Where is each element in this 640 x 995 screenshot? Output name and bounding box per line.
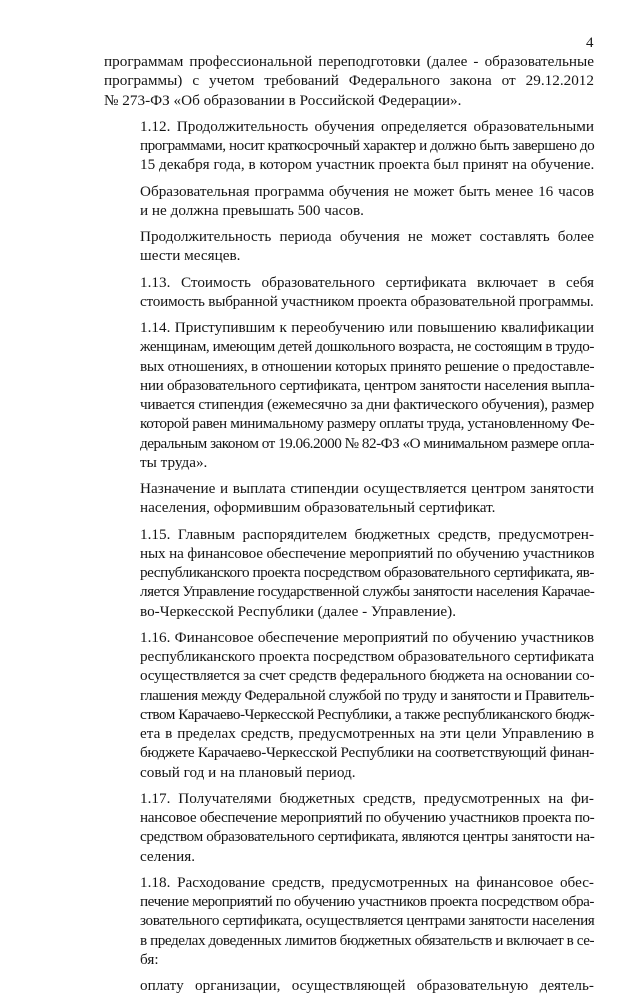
text-line: нии образовательного сертификата, центром занятости населения выпла- bbox=[140, 376, 595, 394]
paragraph-p9 bbox=[104, 628, 594, 782]
text-line: республиканского проекта посредством образовательного сертификата, яв- bbox=[140, 564, 594, 581]
paragraph-p11 bbox=[104, 873, 594, 969]
text-line: женщинам, имеющим детей дошкольного возраста, не состоящим в трудо- bbox=[140, 338, 594, 356]
text-line: 1.15. Главным распорядителем бюджетных средств, предусмотрен- bbox=[140, 525, 594, 543]
text-line: 1.18. Расходование средств, предусмотренных на финансовое обес- bbox=[140, 873, 594, 891]
text-line: Продолжительность периода обучения не может составлять более bbox=[140, 228, 594, 245]
document-body bbox=[104, 52, 594, 995]
text-line: печение мероприятий по обучению участников проекта посредством обра- bbox=[140, 893, 594, 910]
paragraph-p4 bbox=[104, 227, 594, 266]
text-line: и не должна превышать 500 часов. bbox=[140, 201, 364, 219]
paragraph-p6 bbox=[104, 318, 594, 472]
text-line: чивается стипендия (ежемесячно за дни фактического обучения), размер bbox=[140, 396, 594, 413]
paragraph-p12 bbox=[104, 976, 594, 995]
paragraph-p2 bbox=[104, 117, 594, 175]
text-line: вых отношениях, в отношении которых принято решение о предоставле- bbox=[140, 357, 595, 375]
text-line: ляется Управление государственной службы занятости населения Карачае- bbox=[140, 583, 595, 601]
text-line: ты труда». bbox=[140, 453, 208, 471]
page-number: 4 bbox=[586, 35, 594, 51]
text-line: совый год и на плановый период. bbox=[140, 763, 356, 781]
text-line: осуществляется за счет средств федерального бюджета на основании со- bbox=[140, 667, 595, 685]
text-line: зовательного сертификата, осуществляется центрами занятости населения bbox=[140, 912, 595, 930]
text-line: программами, носит краткосрочный характер и должно быть завершено до bbox=[140, 137, 595, 154]
text-line: 15 декабря года, в котором участник проекта был принят на обучение. bbox=[140, 156, 595, 174]
text-line: средством образовательного сертификата, являются центры занятости на- bbox=[140, 828, 595, 846]
text-line: селения. bbox=[140, 847, 196, 865]
text-line: стоимость выбранной участником проекта образовательной программы. bbox=[140, 292, 594, 310]
paragraph-p10 bbox=[104, 789, 594, 866]
text-line: № 273-ФЗ «Об образовании в Российской Федерации». bbox=[104, 91, 462, 109]
text-line: которой равен минимальному размеру оплаты труда, установленному Фе- bbox=[140, 415, 595, 433]
text-line: во-Черкесской Республики (далее - Управление). bbox=[140, 602, 457, 620]
text-line: деральным законом от 19.06.2000 № 82-ФЗ «О минимальном размере опла- bbox=[140, 434, 594, 452]
text-line: нансовое обеспечение мероприятий по обучению участников проекта по- bbox=[140, 809, 595, 826]
text-line: программы) с учетом требований Федерального закона от 29.12.2012 bbox=[104, 72, 594, 90]
text-line: ством Карачаево-Черкесской Республики, а также республиканского бюдж- bbox=[140, 705, 595, 723]
text-line: ных на финансовое обеспечение мероприятий по обучению участников bbox=[140, 544, 595, 562]
text-line: бюджете Карачаево-Черкесской Республики на соответствующий финан- bbox=[140, 744, 594, 762]
text-line: 1.16. Финансовое обеспечение мероприятий по обучению участников bbox=[140, 628, 594, 646]
text-line: 1.12. Продолжительность обучения определяется образовательными bbox=[140, 117, 594, 135]
text-line: населения, оформившим образовательный сертификат. bbox=[140, 499, 496, 517]
paragraph-p8 bbox=[104, 525, 594, 621]
paragraph-p1 bbox=[104, 52, 594, 110]
text-line: оплату организации, осуществляющей образовательную деятель- bbox=[140, 977, 594, 994]
text-line: глашения между Федеральной службой по труду и занятости и Правитель- bbox=[140, 686, 594, 704]
text-line: 1.17. Получателями бюджетных средств, предусмотренных на фи- bbox=[140, 789, 594, 807]
text-line: Образовательная программа обучения не может быть менее 16 часов bbox=[140, 182, 594, 200]
text-line: республиканского проекта посредством образовательного сертификата bbox=[140, 648, 595, 665]
text-line: 1.14. Приступившим к переобучению или повышению квалификации bbox=[140, 319, 594, 336]
text-line: шести месяцев. bbox=[140, 247, 241, 265]
text-line: программам профессиональной переподготовки (далее - образовательные bbox=[104, 53, 594, 70]
paragraph-p5 bbox=[104, 273, 594, 312]
paragraph-p7 bbox=[104, 479, 594, 518]
text-line: ета в пределах средств, предусмотренных на эти цели Управлению в bbox=[140, 725, 594, 742]
text-line: в пределах доведенных лимитов бюджетных обязательств и включает в се- bbox=[140, 931, 595, 949]
text-line: бя: bbox=[140, 950, 159, 968]
paragraph-p3 bbox=[104, 182, 594, 221]
text-line: Назначение и выплата стипендии осуществляется центром занятости bbox=[140, 480, 594, 497]
text-line: 1.13. Стоимость образовательного сертификата включает в себя bbox=[140, 273, 594, 291]
